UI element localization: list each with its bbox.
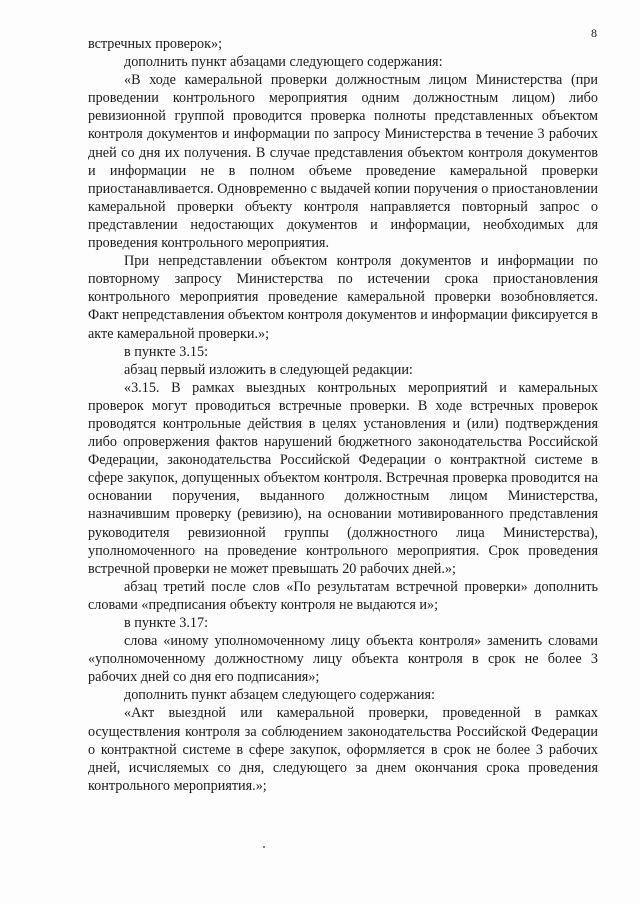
paragraph-continuation: встречных проверок»; [88,36,223,52]
paragraph: При непредставлении объектом контроля документов и информации по повторному запросу Министерства по истечении срока приостановления контрольного мероприятия проведение камеральной проверки возобновляется. Факт непредставления объектом контроля документов и информации фиксируется в акте камеральной проверки.»; [88,253,598,342]
page-number: 8 [591,26,597,40]
paragraph: абзац третий после слов «По результатам встречной проверки» дополнить словами «предписания объекту контроля не выдаются и»; [88,578,598,613]
paragraph: дополнить пункт абзацами следующего содержания: [124,54,443,71]
scan-speck [263,846,265,848]
paragraph: в пункте 3.17: [124,615,209,631]
paragraph: «В ходе камеральной проверки должностным лицом Министерства (при проведении контрольного мероприятия одним должностным лицом) либо ревизионной группой проводится проверка полноты представленных объектом контроля документов и информации по запросу Министерства в течение 3 рабочих дней со дня их получения. В случае представления объектом контроля документов и информации не в полном объеме проведение камеральной проверки приостанавливается. Одновременно с выдачей копии поручения о приостановлении камеральной проверки объекту контроля направляется повторный запрос о представлении недостающих документов и информации, необходимых для проведения контрольного мероприятия. [88,72,598,252]
paragraph: дополнить пункт абзацем следующего содержания: [124,687,435,704]
document-body [88,35,598,795]
paragraph: «Акт выездной или камеральной проверки, проведенной в рамках осуществления контроля за соблюдением законодательства Российской Федерации о контрактной системе в сфере закупок, оформляется в срок не более 3 рабочих дней, исчисляемых со дня, следующего за днем окончания срока проведения контрольного мероприятия.»; [88,705,598,794]
paragraph: слова «иному уполномоченному лицу объекта контроля» заменить словами «уполномоченному должностному лицу объекта контроля в срок не более 3 рабочих дней со дня его подписания»; [88,633,598,686]
paragraph: абзац первый изложить в следующей редакции: [124,361,413,378]
paragraph: «3.15. В рамках выездных контрольных мероприятий и камеральных проверок могут проводиться встречные проверки. В ходе встречных проверок проводятся контрольные действия в целях установления и (или) подтверждения либо опровержения фактов нарушений бюджетного законодательства Российской Федерации, законодательства Российской Федерации о контрактной системе в сфере закупок, допущенных объектом контроля. Встречная проверка проводится на основании поручения, выданного должностным лицом Министерства, назначившим проверку (ревизию), на основании мотивированного представления руководителя ревизионной группы (должностного лица Министерства), уполномоченного на проведение контрольного мероприятия. Срок проведения встречной проверки не может превышать 20 рабочих дней.»; [88,379,598,577]
paragraph: в пункте 3.15: [124,343,209,360]
